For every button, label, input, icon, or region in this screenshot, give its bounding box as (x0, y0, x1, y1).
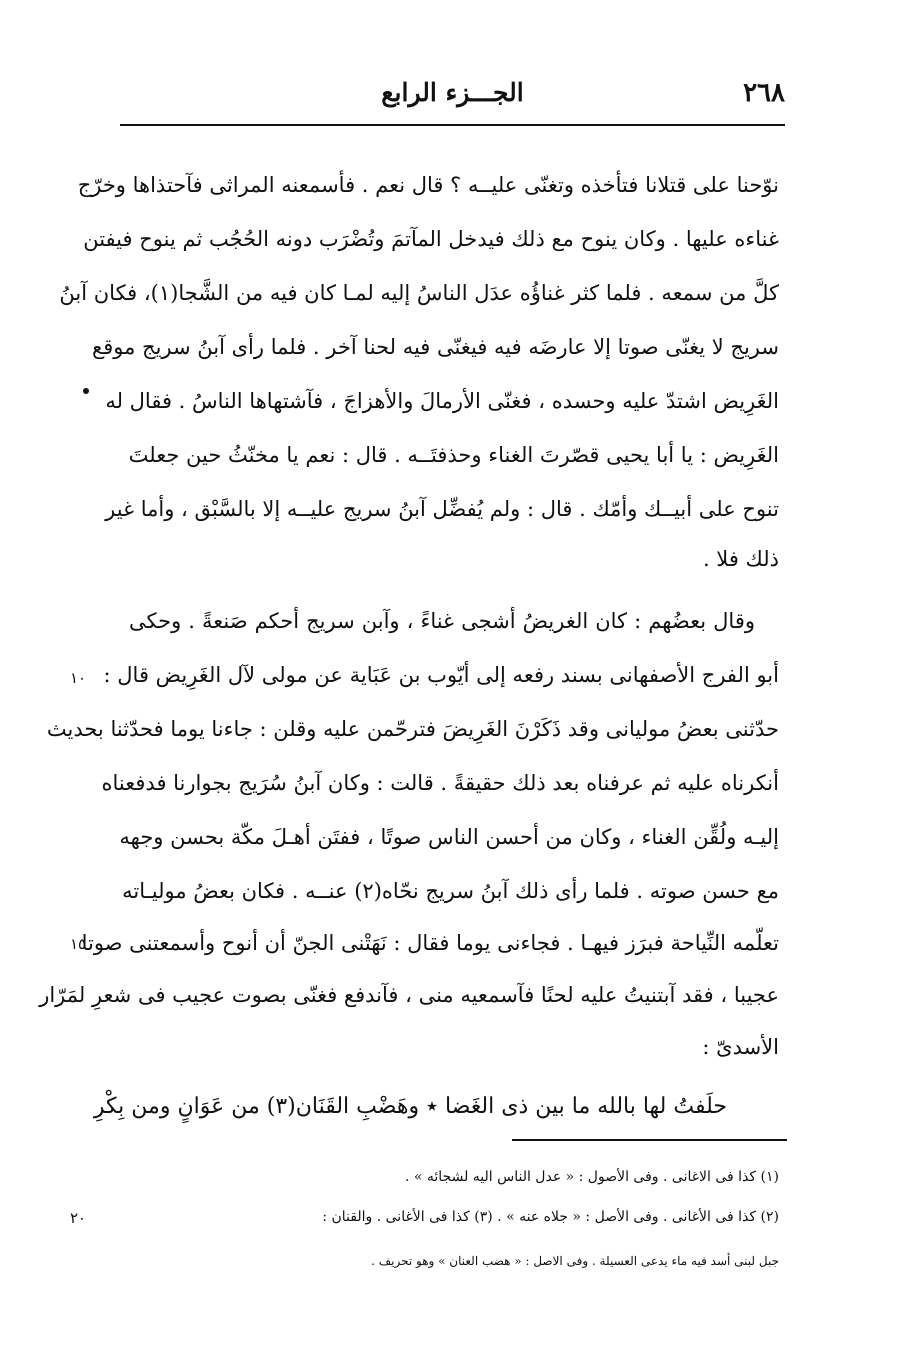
header-rule (120, 124, 785, 126)
footnote: جبل لبنى أسد فيه ماء يدعى العسيلة . وفى الاصل : « هضب العنان » وهو تحريف . (371, 1254, 779, 1268)
poetry-verse: حلَفتُ لها بالله ما بين ذى الغَضا ٭ وهَضْبِ القَنَان(٣) من عَوَانٍ ومن بِكْرِ (93, 1094, 727, 1119)
margin-line-number: ٢٠ (70, 1209, 87, 1227)
body-line: مع حسن صوته . فلما رأى ذلك آبنُ سريج نحّاه(٢) عنــه . فكان بعضُ موليـاته (122, 879, 779, 903)
body-line: حدّثنى بعضُ موليانى وقد ذَكَرْنَ الغَرِيضَ فترحّمن عليه وقلن : جاءنا يوما فحدّثنا بحديث (46, 717, 779, 741)
margin-line-number: ١٠ (70, 669, 87, 687)
body-line: نوّحنا على قتلانا فتأخذه وتغنّى عليــه ؟ قال نعم . فأسمعنه المراثى فآحتذاها وخرّج (77, 173, 779, 197)
footnote: (١) كذا فى الاغانى . وفى الأصول : « عدل الناس اليه لشجائه » . (404, 1169, 779, 1185)
running-title: الجـــزء الرابع (381, 78, 524, 107)
body-line: الأسدىّ : (702, 1035, 779, 1059)
margin-line-number: ١٥ (70, 935, 87, 953)
body-line: سريج لا يغنّى صوتا إلا عارضَه فيه فيغنّى فيه لحنا آخر . فلما رأى آبنُ سريج موقع (92, 335, 779, 359)
footnote: (٢) كذا فى الأغانى . وفى الأصل : « جلاه عنه » . (٣) كذا فى الأغانى . والقنان : (322, 1209, 779, 1225)
body-line: عجيبا ، فقد آبتنيتُ عليه لحنًا فآسمعيه منى ، فآندفع فغنّى بصوت عجيب فى شعرِ لمَرّار (39, 983, 779, 1007)
body-line: أنكرناه عليه ثم عرفناه بعد ذلك حقيقةً . قالت : وكان آبنُ سُرَيج بجوارنا فدفعناه (101, 771, 779, 795)
page-header (120, 78, 785, 124)
body-line: أبو الفرج الأصفهانى بسند رفعه إلى أيّوب بن عَبَاية عن مولى لآل الغَرِيض قال : (103, 663, 779, 687)
body-line: الغَرِيض : يا أبا يحيى قصّرتَ الغناء وحذفتَــه . قال : نعم يا مخنّثُ حين جعلتَ (128, 443, 779, 467)
footnote-rule (512, 1139, 787, 1141)
body-line: وقال بعضُهم : كان الغريضُ أشجى غناءً ، وآبن سريج أحكم صَنعةً . وحكى (129, 609, 755, 633)
body-line: إليـه ولُقِّن الغناء ، وكان من أحسن الناس صوتًا ، ففتَن أهـلَ مكّة بحسن وجهه (119, 825, 779, 849)
body-line: الغَرِيض اشتدّ عليه وحسده ، فغنّى الأرمالَ والأهزاجَ ، فآشتهاها الناسُ . فقال له (105, 389, 779, 413)
margin-bullet-mark (83, 388, 89, 394)
body-line: ذلك فلا . (702, 547, 779, 571)
body-line: تنوح على أبيــك وأمّك . قال : ولم يُفضِّل آبنُ سريج عليــه إلا بالسَّبْق ، وأما غير (105, 497, 779, 521)
page-number: ٢٦٨ (743, 78, 785, 108)
body-line: غناءه عليها . وكان ينوح مع ذلك فيدخل المآتمَ وتُضْرَب دونه الحُجُب ثم ينوح فيفتن (83, 227, 779, 251)
body-line: كلَّ من سمعه . فلما كثر غناؤُه عدَل الناسُ إليه لمـا كان فيه من الشَّجا(١)، فكان آبنُ (59, 281, 779, 305)
body-line: تعلّمه النِّياحة فبرَز فيهـا . فجاءنى يوما فقال : نَهَتْنى الجنّ أن أنوح وأسمعتنى صوتا (81, 931, 779, 955)
